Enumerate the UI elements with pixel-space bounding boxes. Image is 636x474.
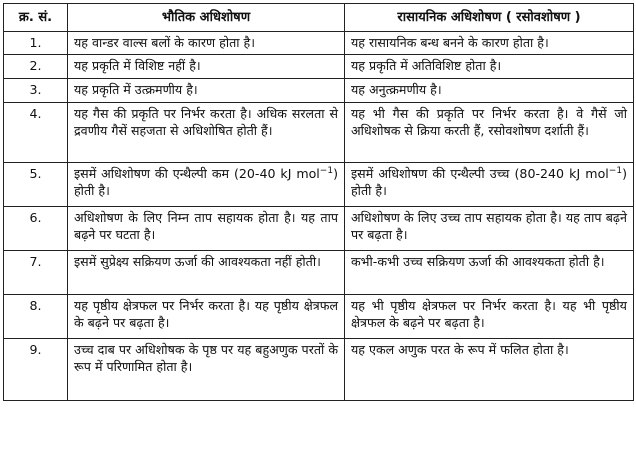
- serial-cell: 2.: [4, 55, 68, 79]
- physical-cell: [68, 163, 345, 207]
- physical-cell: यह वान्डर वाल्स बलों के कारण होता है।: [68, 32, 345, 55]
- physical-cell: अधिशोषण के लिए निम्न ताप सहायक होता है। यह ताप बढ़ने पर घटता है।: [68, 207, 345, 251]
- adsorption-comparison-table: [3, 3, 634, 401]
- table-row: [4, 103, 634, 163]
- chemical-cell: यह एकल अणुक परत के रूप में फलित होता है।: [345, 339, 634, 401]
- physical-cell: यह पृष्ठीय क्षेत्रफल पर निर्भर करता है। यह पृष्ठीय क्षेत्रफल के बढ़ने पर बढ़ता है।: [68, 295, 345, 339]
- physical-cell: यह प्रकृति में विशिष्ट नहीं है।: [68, 55, 345, 79]
- physical-cell: यह गैस की प्रकृति पर निर्भर करता है। अधिक सरलता से द्रवणीय गैसें सहजता से अधिशोषित होती हैं।: [68, 103, 345, 163]
- unit-exponent: −1: [608, 165, 623, 176]
- serial-cell: 1.: [4, 32, 68, 55]
- physical-cell: यह प्रकृति में उत्क्रमणीय है।: [68, 79, 345, 103]
- chemical-cell: यह भी गैस की प्रकृति पर निर्भर करता है। वे गैसें जो अधिशोषक से क्रिया करती हैं, रसोवशोषण दर्शाती हैं।: [345, 103, 634, 163]
- serial-cell: 7.: [4, 251, 68, 295]
- enthalpy-text: इसमें अधिशोषण की एन्थैल्पी कम (20-40 kJ mol: [74, 166, 320, 181]
- header-serial: क्र. सं.: [4, 4, 68, 32]
- table-row: [4, 251, 634, 295]
- table-row: [4, 32, 634, 55]
- chemical-cell: यह प्रकृति में अतिविशिष्ट होता है।: [345, 55, 634, 79]
- serial-cell: 3.: [4, 79, 68, 103]
- physical-cell: उच्च दाब पर अधिशोषक के पृष्ठ पर यह बहुअणुक परतों के रूप में परिणामित होता है।: [68, 339, 345, 401]
- table-row: [4, 339, 634, 401]
- enthalpy-text-end: ) होती है।: [74, 166, 338, 198]
- chemical-cell: [345, 163, 634, 207]
- table-row: [4, 55, 634, 79]
- table-row: [4, 163, 634, 207]
- table-row: [4, 207, 634, 251]
- chemical-cell: यह अनुत्क्रमणीय है।: [345, 79, 634, 103]
- serial-cell: 5.: [4, 163, 68, 207]
- header-chemical-adsorption: रासायनिक अधिशोषण ( रसोवशोषण ): [345, 4, 634, 32]
- table-header-row: [4, 4, 634, 32]
- enthalpy-text-end: ) होती है।: [351, 166, 627, 198]
- serial-cell: 8.: [4, 295, 68, 339]
- header-physical-adsorption: भौतिक अधिशोषण: [68, 4, 345, 32]
- table-row: [4, 295, 634, 339]
- physical-cell: इसमें सुप्रेक्ष्य सक्रियण ऊर्जा की आवश्यकता नहीं होती।: [68, 251, 345, 295]
- table-row: [4, 79, 634, 103]
- chemical-cell: कभी-कभी उच्च सक्रियण ऊर्जा की आवश्यकता होती है।: [345, 251, 634, 295]
- serial-cell: 9.: [4, 339, 68, 401]
- enthalpy-text: इसमें अधिशोषण की एन्थैल्पी उच्च (80-240 kJ mol: [351, 166, 609, 181]
- unit-exponent: −1: [319, 165, 334, 176]
- serial-cell: 4.: [4, 103, 68, 163]
- chemical-cell: अधिशोषण के लिए उच्च ताप सहायक होता है। यह ताप बढ़ने पर बढ़ता है।: [345, 207, 634, 251]
- chemical-cell: यह रासायनिक बन्ध बनने के कारण होता है।: [345, 32, 634, 55]
- serial-cell: 6.: [4, 207, 68, 251]
- chemical-cell: यह भी पृष्ठीय क्षेत्रफल पर निर्भर करता है। यह भी पृष्ठीय क्षेत्रफल के बढ़ने पर बढ़ता है।: [345, 295, 634, 339]
